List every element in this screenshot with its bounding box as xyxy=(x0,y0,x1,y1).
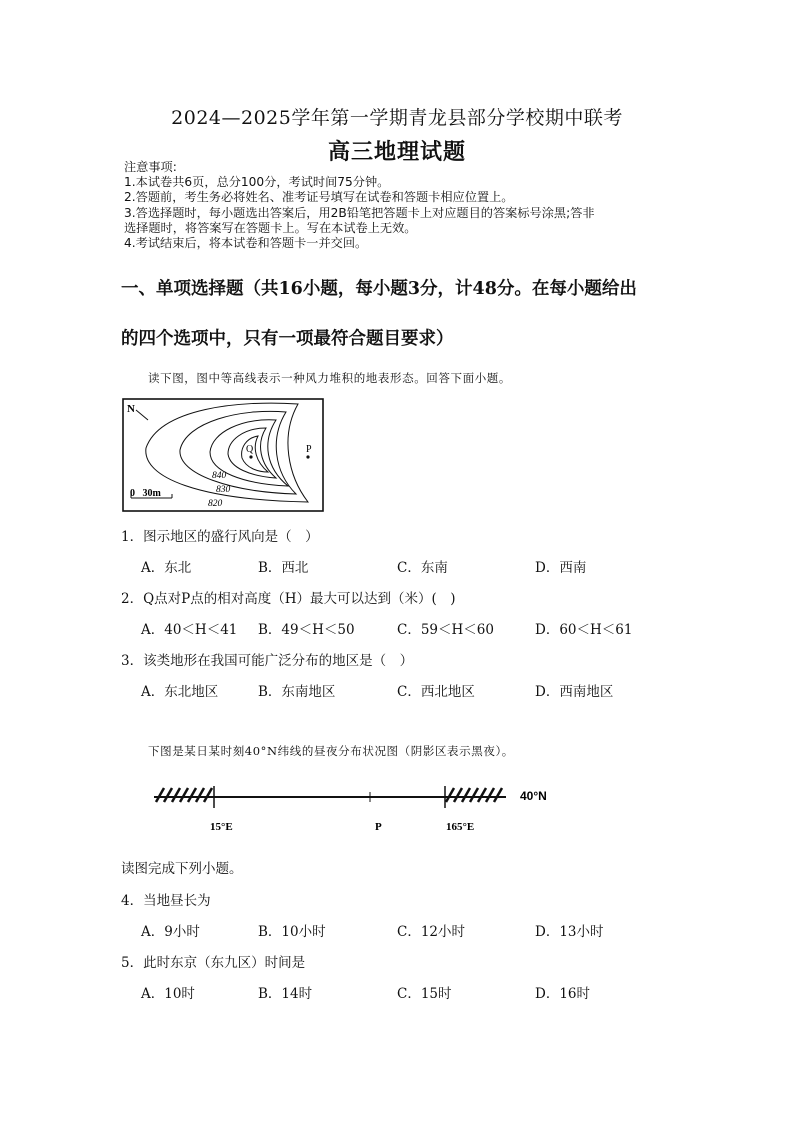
exam-title: 2024—2025学年第一学期青龙县部分学校期中联考 xyxy=(171,107,623,129)
question-1: 1．图示地区的盛行风向是（ ） xyxy=(121,529,319,545)
label-165e: 165°E xyxy=(446,821,475,833)
notes-line: 3.答选择题时，每小题选出答案后，用2B铅笔把答题卡上对应题目的答案标号涂黑;答非 xyxy=(124,205,595,220)
figure2-intro: 下图是某日某时刻40°N纬线的昼夜分布状况图（阴影区表示黑夜）。 xyxy=(148,744,514,758)
scale-label: 0 30m xyxy=(130,488,161,499)
option-a: A．东北地区 xyxy=(141,684,219,700)
option-a: A．40＜H＜41 xyxy=(141,622,238,638)
option-d: D．16时 xyxy=(535,986,591,1002)
question-1-options xyxy=(141,556,701,576)
option-d: D．13小时 xyxy=(535,924,604,940)
question-4-options xyxy=(141,920,701,940)
north-arrow-icon xyxy=(136,410,148,420)
question-5-options xyxy=(141,982,701,1002)
option-d: D．西南 xyxy=(535,560,587,576)
option-c: C．59＜H＜60 xyxy=(397,622,494,638)
contour-label: 830 xyxy=(216,485,231,495)
point-p-label: P xyxy=(306,444,312,455)
point-q-label: Q xyxy=(246,444,254,455)
option-b: B．东南地区 xyxy=(258,684,336,700)
option-c: C．15时 xyxy=(397,986,452,1002)
night-area-right xyxy=(446,788,502,802)
option-b: B．14时 xyxy=(258,986,313,1002)
section-heading xyxy=(121,268,691,360)
notes-heading: 注意事项: xyxy=(124,160,177,174)
north-label: N xyxy=(127,403,135,415)
option-b: B．10小时 xyxy=(258,924,326,940)
option-a: A．10时 xyxy=(141,986,195,1002)
option-c: C．12小时 xyxy=(397,924,466,940)
option-a: A．9小时 xyxy=(141,924,200,940)
question-2-options xyxy=(141,618,701,638)
contour-label: 820 xyxy=(208,499,223,509)
section-heading-line: 一、单项选择题（共16小题，每小题3分，计48分。在每小题给出 xyxy=(121,279,637,299)
figure1-intro: 读下图，图中等高线表示一种风力堆积的地表形态。回答下面小题。 xyxy=(148,371,511,385)
exam-subtitle: 高三地理试题 xyxy=(327,139,466,165)
option-a: A．东北 xyxy=(141,560,192,576)
option-c: C．东南 xyxy=(397,560,448,576)
option-d: D．西南地区 xyxy=(535,684,614,700)
question-3: 3．该类地形在我国可能广泛分布的地区是（ ） xyxy=(121,653,414,669)
option-c: C．西北地区 xyxy=(397,684,475,700)
figure2-after-text: 读图完成下列小题。 xyxy=(121,861,243,877)
contour-map xyxy=(120,396,328,514)
option-b: B．49＜H＜50 xyxy=(258,622,355,638)
point-q xyxy=(249,455,252,458)
section-heading-line: 的四个选项中，只有一项最符合题目要求） xyxy=(121,329,454,349)
notes-line: 4.考试结束后，将本试卷和答题卡一并交回。 xyxy=(124,236,368,251)
point-p xyxy=(306,455,309,458)
question-3-options xyxy=(141,680,701,700)
contour-label: 840 xyxy=(212,471,227,481)
label-15e: 15°E xyxy=(210,821,233,833)
label-p: P xyxy=(375,821,382,833)
notes-line: 2.答题前，考生务必将姓名、准考证号填写在试卷和答题卡相应位置上。 xyxy=(124,190,514,205)
notes-line: 1.本试卷共6页，总分100分，考试时间75分钟。 xyxy=(124,175,390,190)
day-night-diagram xyxy=(150,776,570,836)
exam-notes xyxy=(124,160,684,251)
night-area-left xyxy=(156,788,212,802)
option-d: D．60＜H＜61 xyxy=(535,622,633,638)
latitude-label: 40°N xyxy=(520,789,547,803)
question-2: 2．Q点对P点的相对高度（H）最大可以达到（米）( ) xyxy=(121,591,456,607)
notes-line: 选择题时，将答案写在答题卡上。写在本试卷上无效。 xyxy=(124,220,417,235)
question-5: 5．此时东京（东九区）时间是 xyxy=(121,955,306,971)
contour-830 xyxy=(180,411,296,494)
option-b: B．西北 xyxy=(258,560,309,576)
question-4: 4．当地昼长为 xyxy=(121,893,211,909)
